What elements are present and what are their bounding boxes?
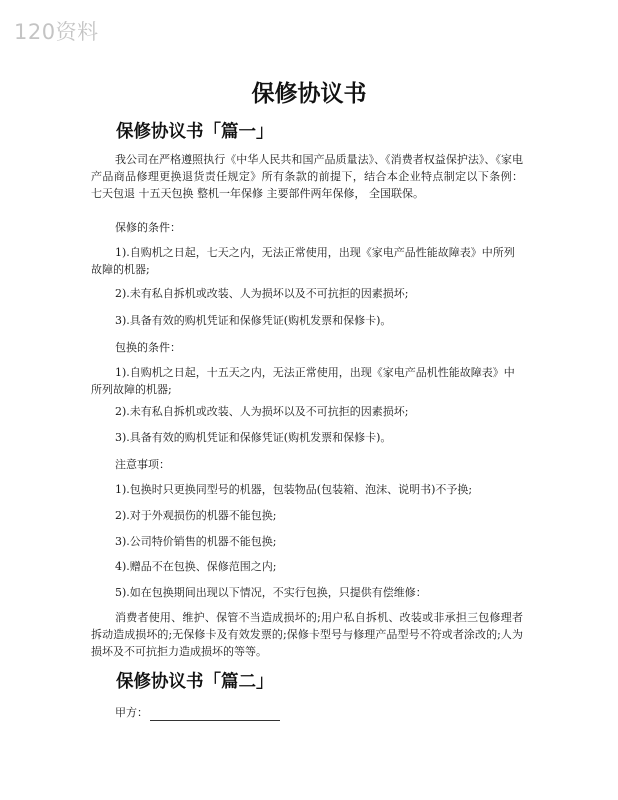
warranty-item-3: 3).具备有效的购机凭证和保修凭证(购机发票和保修卡)。	[115, 314, 392, 327]
notes-heading: 注意事项：	[115, 458, 170, 471]
watermark-text: 120资料	[14, 20, 99, 44]
notes-item-4: 4).赠品不在包换、保修范围之内;	[115, 560, 277, 573]
notes-item-1: 1).包换时只更换同型号的机器，包装物品(包装箱、泡沫、说明书)不予换;	[115, 483, 473, 496]
exchange-conditions-heading: 包换的条件：	[115, 341, 181, 354]
warranty-conditions-heading: 保修的条件：	[115, 221, 181, 234]
closing-paragraph: 消费者使用、维护、保管不当造成损坏的;用户私自拆机、改装或非承担三包修理者拆动造成损坏的;无保修卡及有效发票的;保修卡型号与修理产品型号不符或者涂改的;人为损坏及不可抗拒力造成损坏的等等。	[91, 611, 523, 658]
exchange-item-2: 2).未有私自拆机或改装、人为损坏以及不可抗拒的因素损坏;	[115, 405, 409, 418]
exchange-item-1: 1).自购机之日起，十五天之内，无法正常使用，出现《家电产品机性能故障表》中所列故障的机器;	[91, 366, 515, 396]
party-a-blank-line	[150, 708, 280, 721]
party-a-field	[115, 704, 280, 721]
intro-paragraph: 我公司在严格遵照执行《中华人民共和国产品质量法》、《消费者权益保护法》、《家电产品商品修理更换退货责任规定》所有条款的前提下，结合本企业特点制定以下条例： 七天包退 十五天包换 整机一年保修 主要部件两年保修， 全国联保。	[91, 153, 523, 200]
notes-item-3: 3).公司特价销售的机器不能包换;	[115, 535, 277, 548]
document-title: 保修协议书	[251, 81, 367, 107]
notes-item-2: 2).对于外观损伤的机器不能包换;	[115, 509, 277, 522]
warranty-item-2: 2).未有私自拆机或改装、人为损坏以及不可抗拒的因素损坏;	[115, 287, 409, 300]
section-heading-1: 保修协议书「篇一」	[116, 122, 274, 142]
party-a-label: 甲方：	[115, 706, 148, 719]
section-heading-2: 保修协议书「篇二」	[116, 672, 274, 692]
notes-item-5: 5).如在包换期间出现以下情况，不实行包换，只提供有偿维修：	[115, 586, 427, 599]
exchange-item-3: 3).具备有效的购机凭证和保修凭证(购机发票和保修卡)。	[115, 431, 392, 444]
warranty-item-1: 1).自购机之日起，七天之内，无法正常使用，出现《家电产品性能故障表》中所列故障的机器;	[91, 246, 515, 276]
